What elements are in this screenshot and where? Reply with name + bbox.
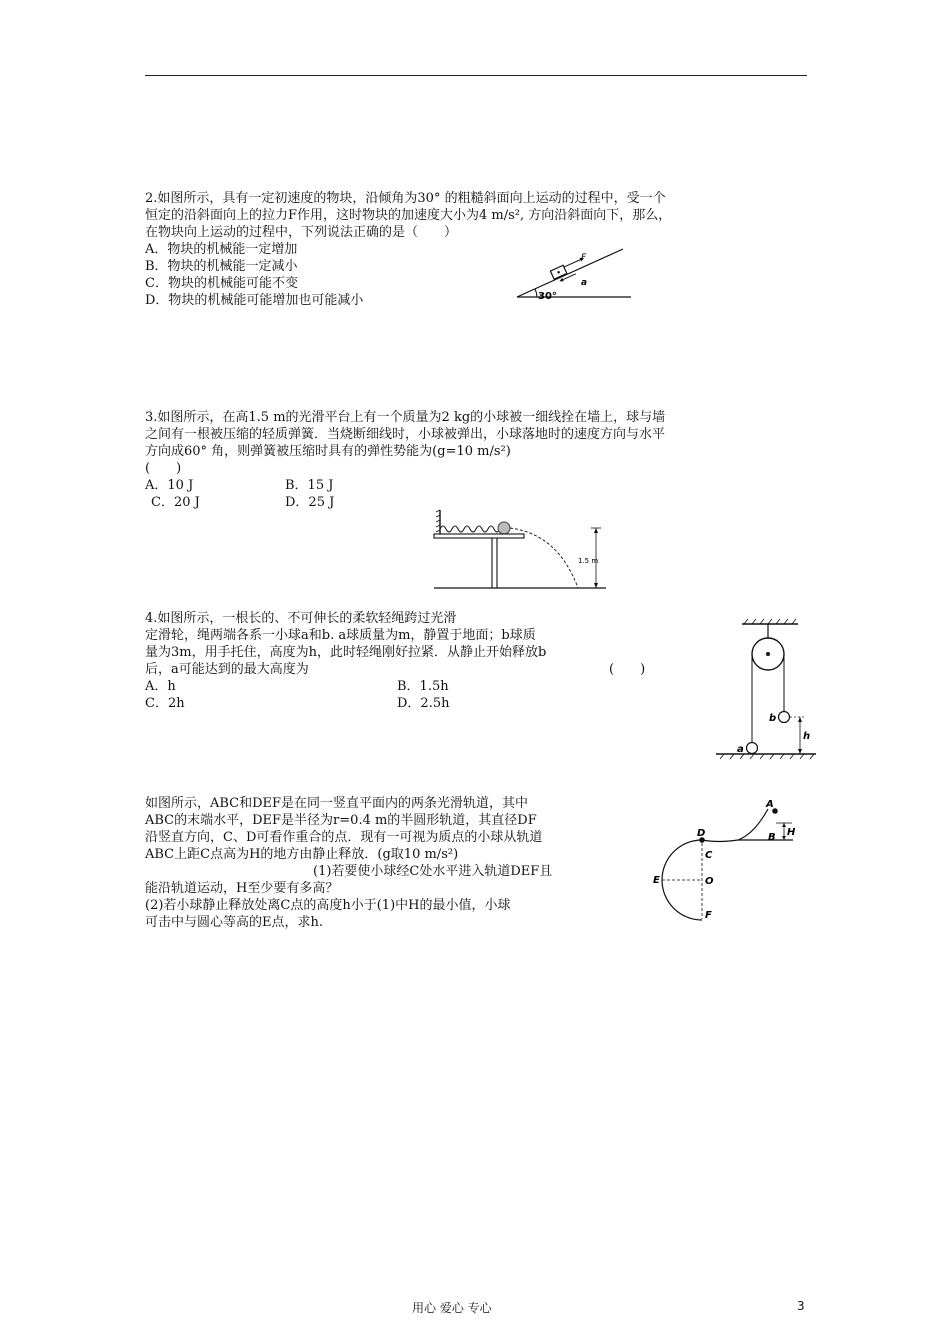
q5-label-b: B <box>768 832 776 843</box>
q4-option-a: A．h <box>145 679 176 694</box>
q3-line1: 3.如图所示，在高1.5 m的光滑平台上有一个质量为2 kg的小球被一细线拴在墙上，球与墙 <box>145 410 666 425</box>
q2-option-b: B．物块的机械能一定减小 <box>145 259 298 274</box>
q2-option-d: D．物块的机械能可能增加也可能减小 <box>145 293 364 308</box>
q5-line6: 能沿轨道运动，H至少要有多高？ <box>145 881 339 896</box>
footer-motto: 用心 爱心 专心 <box>412 1301 492 1315</box>
q3-option-d: D．25 J <box>285 495 335 510</box>
q5-line3: 沿竖直方向，C、D可看作重合的点．现有一可视为质点的小球从轨道 <box>145 830 543 845</box>
q5-line2: ABC的末端水平，DEF是半径为r=0.4 m的半圆形轨道，其直径DF <box>145 813 537 828</box>
q5-label-a: A <box>766 799 774 810</box>
q4-label-h: h <box>803 731 811 742</box>
q5-line7: (2)若小球静止释放处离C点的高度h小于(1)中H的最小值，小球 <box>145 898 511 913</box>
question-4 <box>145 610 646 712</box>
q4-label-b: b <box>769 713 777 724</box>
q4-label-a: a <box>737 744 744 755</box>
q2-accel-label: a <box>581 278 588 288</box>
q2-option-a: A．物块的机械能一定增加 <box>145 242 298 257</box>
q5-track-figure <box>648 795 798 921</box>
q4-ball-a <box>747 743 758 754</box>
q4-option-d: D．2.5h <box>397 696 450 711</box>
q3-option-c: C．20 J <box>151 495 200 510</box>
q3-platform-figure <box>428 508 613 594</box>
q5-line1: 如图所示，ABC和DEF是在同一竖直平面内的两条光滑轨道，其中 <box>145 796 529 811</box>
header-rule <box>145 75 807 76</box>
q2-incline-figure <box>515 245 635 303</box>
q3-spring <box>440 526 500 532</box>
q3-line4: ( ) <box>145 461 182 476</box>
q3-ball <box>498 522 510 534</box>
q5-label-h: H <box>787 827 796 838</box>
q4-line4: 后，a可能达到的最大高度为 <box>145 662 309 677</box>
q5-line5: (1)若要使小球经C处水平进入轨道DEF且 <box>313 864 553 879</box>
question-3 <box>145 409 665 511</box>
q3-line2: 之间有一根被压缩的轻质弹簧．当烧断细线时，小球被弹出，小球落地时的速度方向与水平 <box>145 427 666 442</box>
q2-line1: 2.如图所示，具有一定初速度的物块，沿倾角为30° 的粗糙斜面向上运动的过程中，受一个 <box>145 191 666 206</box>
q2-line2: 恒定的沿斜面向上的拉力F作用，这时物块的加速度大小为4 m/s², 方向沿斜面向下，那么， <box>145 208 672 223</box>
q4-ball-b <box>779 712 790 723</box>
q5-line4: ABC上距C点高为H的地方由静止释放．(g取10 m/s²) <box>145 847 459 862</box>
page-number: 3 <box>797 1299 805 1313</box>
q2-force-label: F <box>581 253 587 263</box>
q4-pulley-figure <box>712 618 824 764</box>
q3-height-label: 1.5 m <box>578 557 599 565</box>
q5-label-f: F <box>705 910 712 921</box>
q4-option-b: B．1.5h <box>397 679 449 694</box>
q4-line2: 定滑轮，绳两端各系一小球a和b. a球质量为m，静置于地面；b球质 <box>145 628 536 643</box>
q4-line3: 量为3m，用手托住，高度为h，此时轻绳刚好拉紧．从静止开始释放b <box>145 645 547 660</box>
q5-label-c: C <box>705 850 713 861</box>
q2-line3: 在物块向上运动的过程中，下列说法正确的是（ ） <box>145 225 458 240</box>
q3-line3: 方向成60° 角，则弹簧被压缩时具有的弹性势能为(g=10 m/s²) <box>145 444 511 459</box>
q4-bracket: ( ) <box>609 662 646 677</box>
q3-option-b: B．15 J <box>285 478 334 493</box>
q5-label-e: E <box>653 875 660 886</box>
q5-label-o: O <box>705 876 714 887</box>
q4-option-c: C．2h <box>145 696 185 711</box>
question-5 <box>145 795 552 931</box>
q2-option-c: C．物块的机械能可能不变 <box>145 276 298 291</box>
q2-angle-label: 30° <box>538 291 557 302</box>
q4-line1: 4.如图所示，一根长的、不可伸长的柔软轻绳跨过光滑 <box>145 611 457 626</box>
q5-line8: 可击中与圆心等高的E点，求h. <box>145 915 323 930</box>
q5-label-d: D <box>697 828 706 839</box>
q3-option-a: A．10 J <box>145 478 194 493</box>
